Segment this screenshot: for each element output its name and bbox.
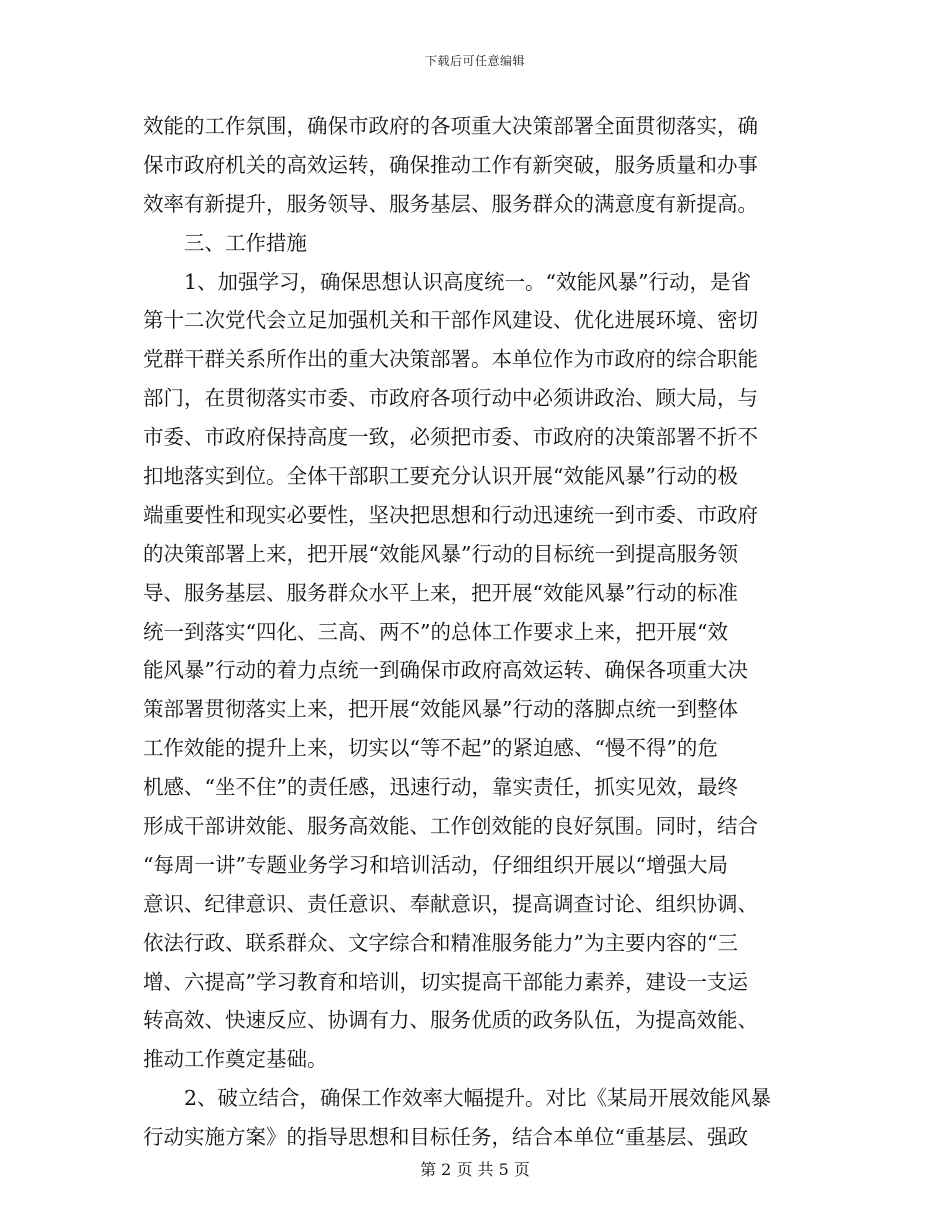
text-line: 效能的工作氛围，确保市政府的各项重大决策部署全面贯彻落实，确 bbox=[143, 114, 758, 138]
text-line: 工作效能的提升上来，切实以“等不起”的紧迫感、“慢不得”的危 bbox=[143, 736, 718, 761]
text-line: 部门，在贯彻落实市委、市政府各项行动中必须讲政治、顾大局，与 bbox=[143, 386, 758, 411]
text-line: 市委、市政府保持高度一致，必须把市委、市政府的决策部署不折不 bbox=[143, 425, 758, 450]
text-line: 机感、“坐不住”的责任感，迅速行动，靠实责任，抓实见效，最终 bbox=[143, 775, 738, 800]
text-line: “每周一讲”专题业务学习和培训活动，仔细组织开展以“增强大局 bbox=[143, 852, 728, 877]
text-line: 依法行政、联系群众、文字综合和精准服务能力”为主要内容的“三 bbox=[143, 930, 738, 955]
text-line: 的决策部署上来，把开展“效能风暴”行动的目标统一到提高服务领 bbox=[143, 541, 738, 566]
page-number-footer: 第 2 页 共 5 页 bbox=[420, 1160, 530, 1179]
page-header: 下载后可任意编辑 bbox=[424, 54, 525, 68]
section-heading: 三、工作措施 bbox=[184, 230, 307, 255]
paragraph-start: 2、破立结合，确保工作效率大幅提升。对比《某局开展效能风暴 bbox=[184, 1086, 772, 1111]
document-body bbox=[143, 107, 806, 1157]
text-line: 策部署贯彻落实上来，把开展“效能风暴”行动的落脚点统一到整体 bbox=[143, 697, 738, 722]
text-line: 扣地落实到位。全体干部职工要充分认识开展“效能风暴”行动的极 bbox=[143, 464, 738, 489]
text-line: 第十二次党代会立足加强机关和干部作风建设、优化进展环境、密切 bbox=[143, 308, 758, 333]
text-line: 导、服务基层、服务群众水平上来，把开展“效能风暴”行动的标准 bbox=[143, 580, 738, 605]
text-line: 行动实施方案》的指导思想和目标任务，结合本单位“重基层、强政 bbox=[143, 1125, 748, 1150]
text-line: 形成干部讲效能、服务高效能、工作创效能的良好氛围。同时，结合 bbox=[143, 814, 758, 839]
text-line: 能风暴”行动的着力点统一到确保市政府高效运转、确保各项重大决 bbox=[143, 658, 748, 683]
text-line: 转高效、快速反应、协调有力、服务优质的政务队伍，为提高效能、 bbox=[143, 1008, 758, 1033]
text-line: 保市政府机关的高效运转，确保推动工作有新突破，服务质量和办事 bbox=[143, 152, 758, 177]
text-line: 端重要性和现实必要性，坚决把思想和行动迅速统一到市委、市政府 bbox=[143, 502, 758, 527]
text-line: 推动工作奠定基础。 bbox=[143, 1047, 328, 1072]
text-line: 增、六提高”学习教育和培训，切实提高干部能力素养，建设一支运 bbox=[143, 969, 748, 994]
text-line: 党群干群关系所作出的重大决策部署。本单位作为市政府的综合职能 bbox=[143, 347, 758, 372]
paragraph-start: 1、加强学习，确保思想认识高度统一。“效能风暴”行动，是省 bbox=[184, 269, 752, 294]
text-line: 意识、纪律意识、责任意识、奉献意识，提高调查讨论、组织协调、 bbox=[143, 891, 758, 916]
text-line: 统一到落实“四化、三高、两不”的总体工作要求上来，把开展“效 bbox=[143, 619, 728, 644]
text-line: 效率有新提升，服务领导、服务基层、服务群众的满意度有新提高。 bbox=[143, 191, 758, 216]
